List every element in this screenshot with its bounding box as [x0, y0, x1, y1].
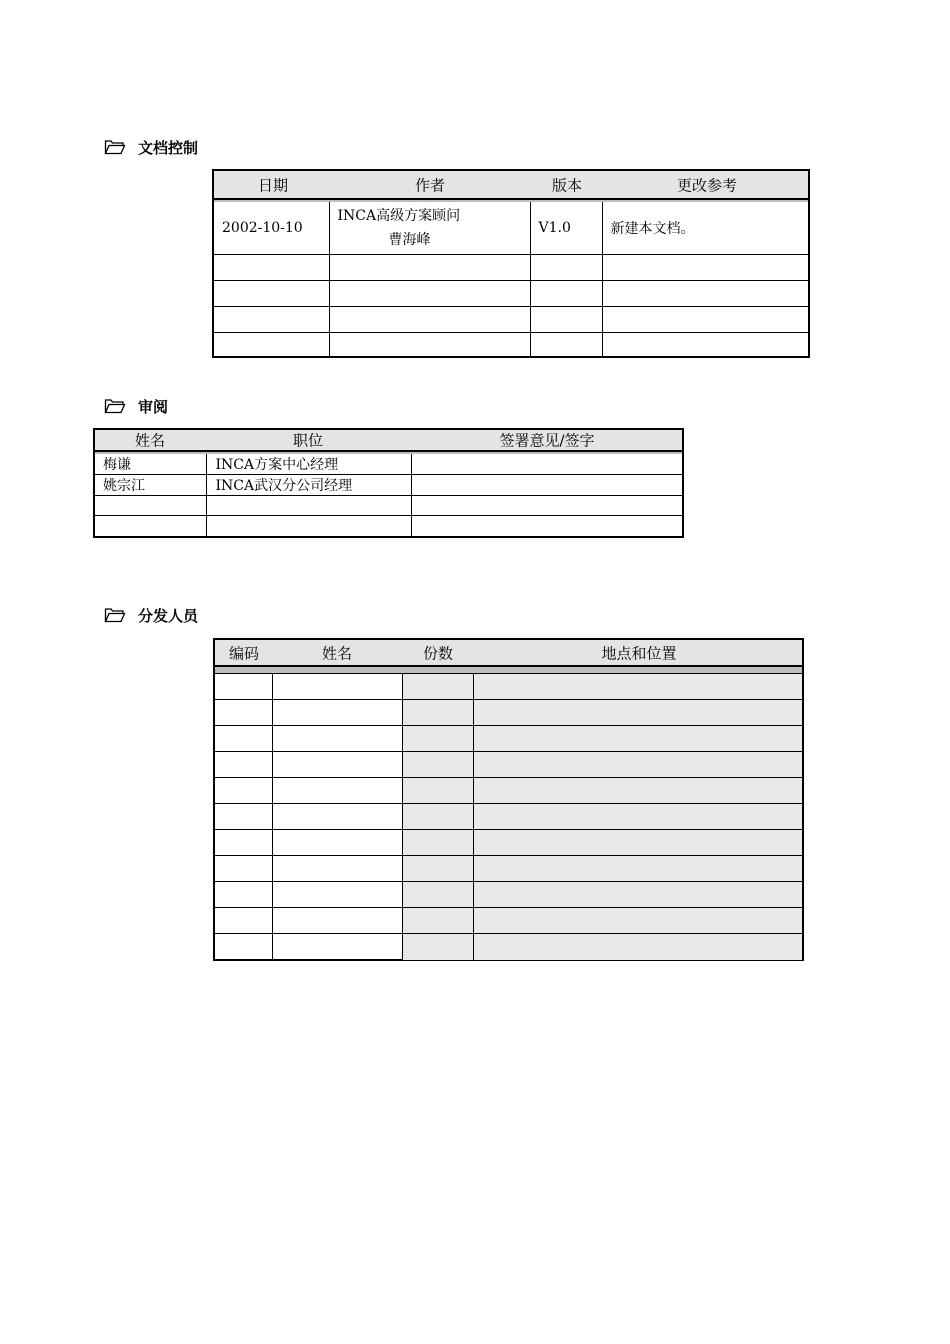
cell-name: [272, 674, 402, 700]
cell-version: V1.0: [530, 202, 602, 254]
cell-copies: [402, 778, 473, 804]
cell-code: [215, 726, 272, 752]
section-heading-doc-control: [104, 137, 198, 157]
cell-sign: [411, 516, 682, 536]
distribution-table: [213, 638, 804, 961]
cell-date: [214, 280, 329, 306]
cell-version: [530, 254, 602, 280]
table-row: [215, 934, 802, 960]
author-name: 曹海峰: [388, 231, 431, 248]
section-heading-review: [104, 396, 168, 416]
cell-code: [215, 856, 272, 882]
cell-position: INCA方案中心经理: [206, 454, 411, 475]
cell-copies: [402, 908, 473, 934]
table-row: [215, 700, 802, 726]
header-change: 更改参考: [676, 176, 738, 194]
cell-code: [215, 934, 272, 960]
cell-code: [215, 882, 272, 908]
section-title: 文档控制: [138, 138, 199, 157]
cell-copies: [402, 830, 473, 856]
cell-code: [215, 700, 272, 726]
cell-date: [214, 254, 329, 280]
cell-sign: [411, 454, 682, 475]
cell-location: [473, 882, 802, 908]
header-position: 职位: [292, 431, 324, 450]
cell-location: [473, 830, 802, 856]
cell-copies: [402, 934, 473, 960]
cell-copies: [402, 804, 473, 830]
table-row: [95, 516, 682, 536]
table-row: [215, 908, 802, 934]
header-name: 姓名: [134, 431, 166, 450]
cell-sign: [411, 475, 682, 496]
author-title: INCA高级方案顾问: [337, 207, 461, 224]
section-heading-distribution: [104, 605, 198, 625]
cell-author: [329, 306, 530, 332]
cell-copies: [402, 856, 473, 882]
header-date: 日期: [257, 176, 289, 194]
table-row: [215, 882, 802, 908]
cell-location: [473, 856, 802, 882]
cell-name: [95, 496, 206, 516]
table-row: [215, 674, 802, 700]
cell-name: [272, 778, 402, 804]
section-title: 审阅: [138, 397, 169, 416]
distribution-body: [215, 673, 802, 960]
review-body: [95, 454, 682, 536]
folder-icon: [104, 139, 126, 155]
table-row: [214, 202, 808, 254]
doc-control-table: [212, 169, 810, 358]
table-row: [95, 475, 682, 496]
cell-location: [473, 908, 802, 934]
cell-date: [214, 332, 329, 358]
header-version: 版本: [551, 176, 583, 194]
cell-author: [329, 332, 530, 358]
cell-position: [206, 496, 411, 516]
cell-copies: [402, 882, 473, 908]
cell-change: [602, 254, 808, 280]
cell-location: [473, 752, 802, 778]
cell-change: [602, 332, 808, 358]
cell-name: [272, 934, 402, 960]
cell-change: 新建本文档。: [602, 202, 808, 254]
cell-change: [602, 280, 808, 306]
cell-date: 2002-10-10: [214, 202, 329, 254]
table-header: [215, 640, 802, 667]
table-row: [215, 778, 802, 804]
cell-code: [215, 830, 272, 856]
cell-version: [530, 280, 602, 306]
cell-version: [530, 306, 602, 332]
cell-location: [473, 778, 802, 804]
cell-name: [95, 516, 206, 536]
review-table: [93, 428, 684, 538]
header-author: 作者: [414, 176, 446, 194]
table-row: [215, 830, 802, 856]
section-title: 分发人员: [138, 606, 199, 625]
cell-copies: [402, 752, 473, 778]
table-row: [214, 306, 808, 332]
table-row: [214, 254, 808, 280]
table-row: [95, 496, 682, 516]
table-row: [214, 332, 808, 358]
cell-name: 姚宗江: [95, 475, 206, 496]
doc-control-body: [214, 202, 808, 358]
cell-code: [215, 674, 272, 700]
cell-author: [329, 280, 530, 306]
cell-name: [272, 752, 402, 778]
cell-author: [329, 254, 530, 280]
folder-icon: [104, 398, 126, 414]
cell-version: [530, 332, 602, 358]
header-location: 地点和位置: [601, 644, 677, 662]
cell-name: [272, 830, 402, 856]
cell-name: [272, 700, 402, 726]
cell-sign: [411, 496, 682, 516]
table-header: [214, 171, 808, 200]
header-copies: 份数: [422, 644, 454, 662]
table-row: [215, 804, 802, 830]
cell-date: [214, 306, 329, 332]
header-code: 编码: [228, 644, 260, 662]
cell-copies: [402, 726, 473, 752]
table-row: [215, 726, 802, 752]
header-sign: 签署意见/签字: [499, 431, 595, 450]
cell-code: [215, 908, 272, 934]
cell-code: [215, 778, 272, 804]
table-row: [214, 280, 808, 306]
cell-position: INCA武汉分公司经理: [206, 475, 411, 496]
cell-change: [602, 306, 808, 332]
cell-location: [473, 674, 802, 700]
cell-name: [272, 908, 402, 934]
table-row: [95, 454, 682, 475]
cell-name: [272, 726, 402, 752]
cell-location: [473, 700, 802, 726]
cell-location: [473, 726, 802, 752]
table-header: [95, 430, 682, 452]
cell-location: [473, 934, 802, 960]
cell-name: [272, 882, 402, 908]
cell-code: [215, 804, 272, 830]
cell-name: [272, 856, 402, 882]
cell-name: 梅谦: [95, 454, 206, 475]
cell-copies: [402, 700, 473, 726]
header-name: 姓名: [321, 644, 353, 662]
cell-author: [329, 202, 530, 254]
cell-code: [215, 752, 272, 778]
cell-position: [206, 516, 411, 536]
cell-copies: [402, 674, 473, 700]
table-row: [215, 752, 802, 778]
cell-name: [272, 804, 402, 830]
folder-icon: [104, 607, 126, 623]
table-row: [215, 856, 802, 882]
cell-location: [473, 804, 802, 830]
